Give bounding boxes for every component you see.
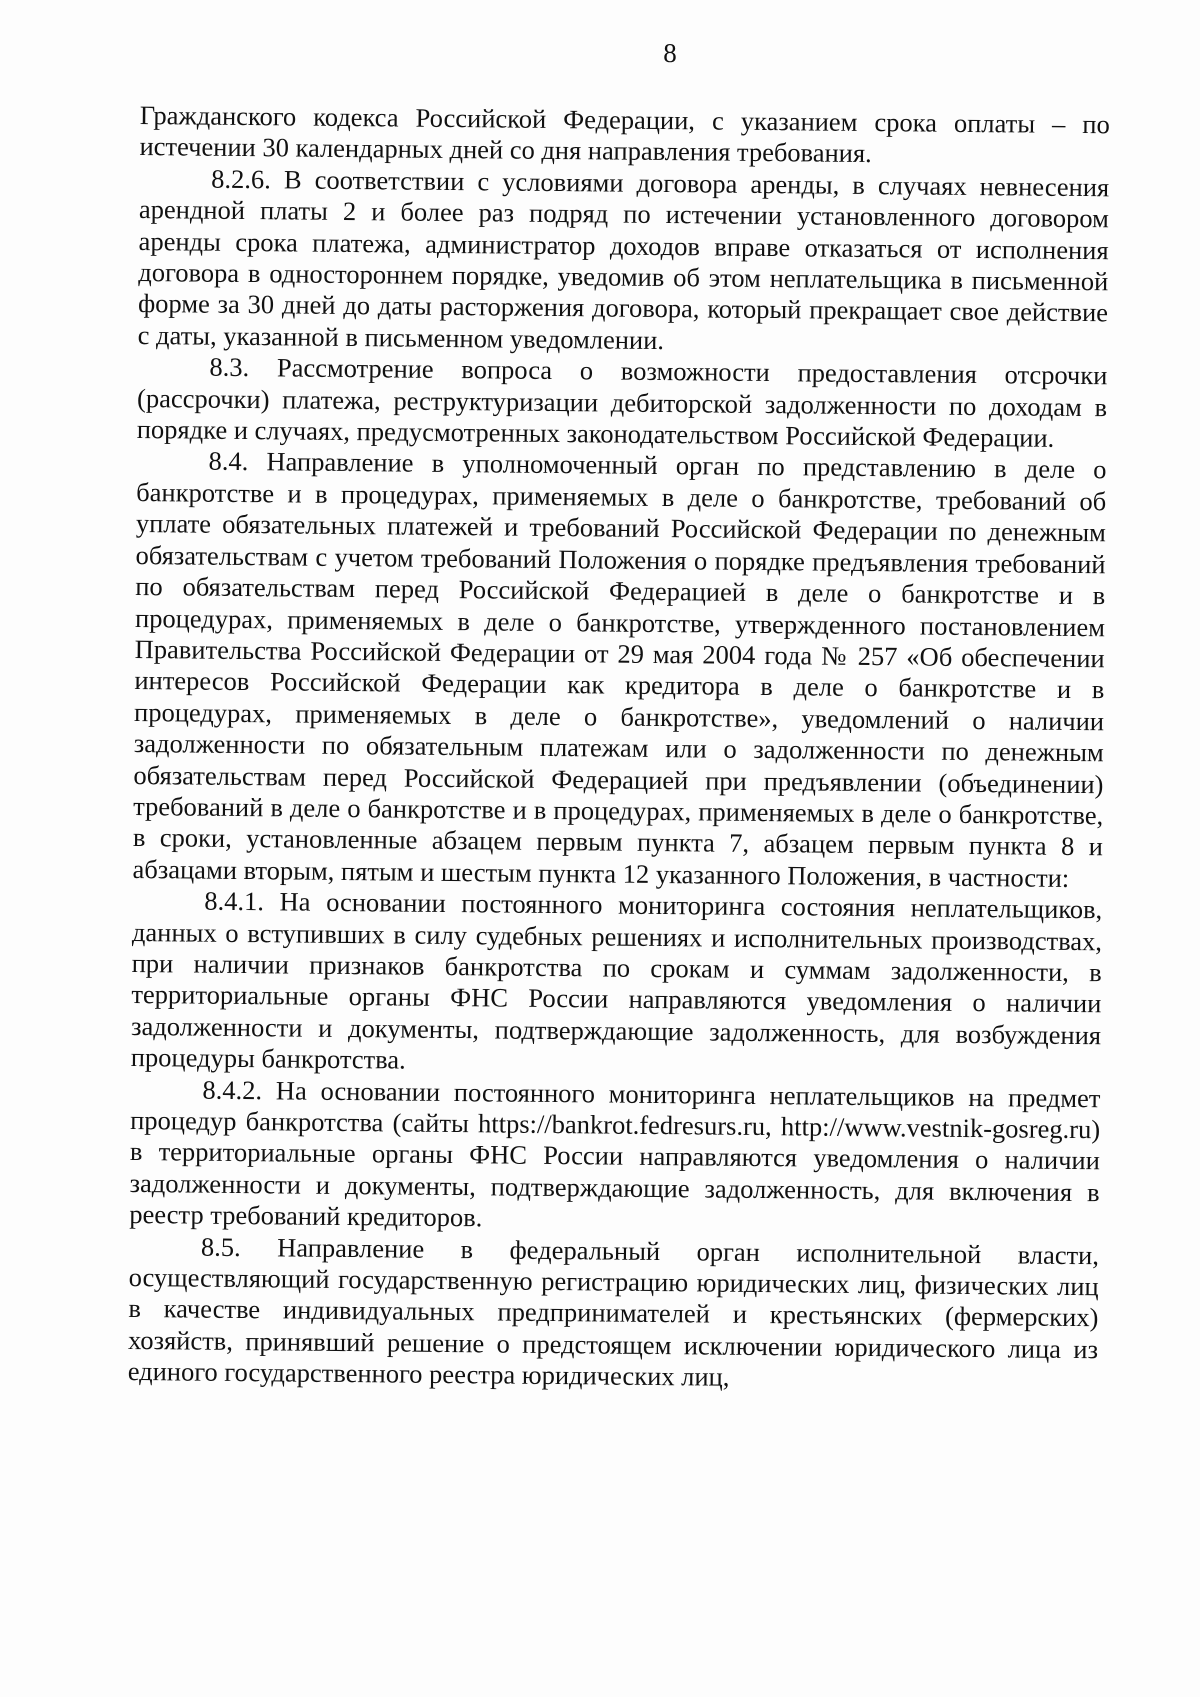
paragraph-8-4-1: 8.4.1. На основании постоянного мониторинга состояния неплательщиков, данных о вступивших в силу судебных решениях и исполнительных производствах, при наличии признаков банкротства по срокам и суммам задолженности, в территориальные органы ФНС России направляются уведомления о наличии задолженности и документы, подтверждающие задолженность, для возбуждения процедуры банкротства. [130, 885, 1103, 1075]
paragraph-8-4-2: 8.4.2. На основании постоянного мониторинга неплательщиков на предмет процедур банкротства (сайты https://bankrot.fedresurs.ru, http://www.vestnik-gosreg.ru) в территориальные органы ФНС России направляются уведомления о наличии задолженности и документы, подтверждающие задолженность, для включения в реестр требований кредиторов. [129, 1074, 1101, 1233]
paragraph-8-3: 8.3. Рассмотрение вопроса о возможности предоставления отсрочки (рассрочки) платежа, реструктуризации дебиторской задолженности по доходам в порядке и случаях, предусмотренных законодательством Российской Федерации. [136, 351, 1108, 453]
document-body [128, 100, 1110, 1397]
page-number: 8 [663, 38, 677, 68]
paragraph-8-2-6: 8.2.6. В соответствии с условиями договора аренды, в случаях невнесения арендной платы 2 и более раз подряд по истечении установленного договором аренды срока платежа, администратор доходов вправе отказаться от исполнения договора в одностороннем порядке, уведомив об этом неплательщика в письменной форме за 30 дней до даты расторжения договора, который прекращает свое действие с даты, указанной в письменном уведомлении. [137, 163, 1110, 355]
paragraph-continued: Гражданского кодекса Российской Федерации, с указанием срока оплаты – по истечении 30 календарных дней со дня направления требования. [139, 100, 1110, 169]
paragraph-8-4: 8.4. Направление в уполномоченный орган по представлению в деле о банкротстве и в процедурах, применяемых в деле о банкротстве, требований об уплате обязательных платежей и требований Российской Федерации по денежным обязательствам с учетом требований Положения о порядке предъявления требований по обязательствам перед Российской Федерацией в деле о банкротстве и в процедурах, применяемых в деле о банкротстве, утвержденного постановлением Правительства Российской Федерации от 29 мая 2004 года № 257 «Об обеспечении интересов Российской Федерации как кредитора в деле о банкротстве и в процедурах, применяемых в деле о банкротстве», уведомлений о наличии задолженности по обязательным платежам или о задолженности по денежным обязательствам перед Российской Федерацией при предъявлении (объединении) требований в деле о банкротстве и в процедурах, применяемых в деле о банкротстве, в сроки, установленные абзацем первым пункта 7, абзацем первым пункта 8 и абзацами вторым, пятым и шестым пункта 12 указанного Положения, в частности: [132, 446, 1107, 893]
paragraph-8-5: 8.5. Направление в федеральный орган исполнительной власти, осуществляющий государственную регистрацию юридических лиц, физических лиц в качестве индивидуальных предпринимателей и крестьянских (фермерских) хозяйств, принявший решение о предстоящем исключении юридического лица из единого государственного реестра юридических лиц, [127, 1231, 1100, 1392]
